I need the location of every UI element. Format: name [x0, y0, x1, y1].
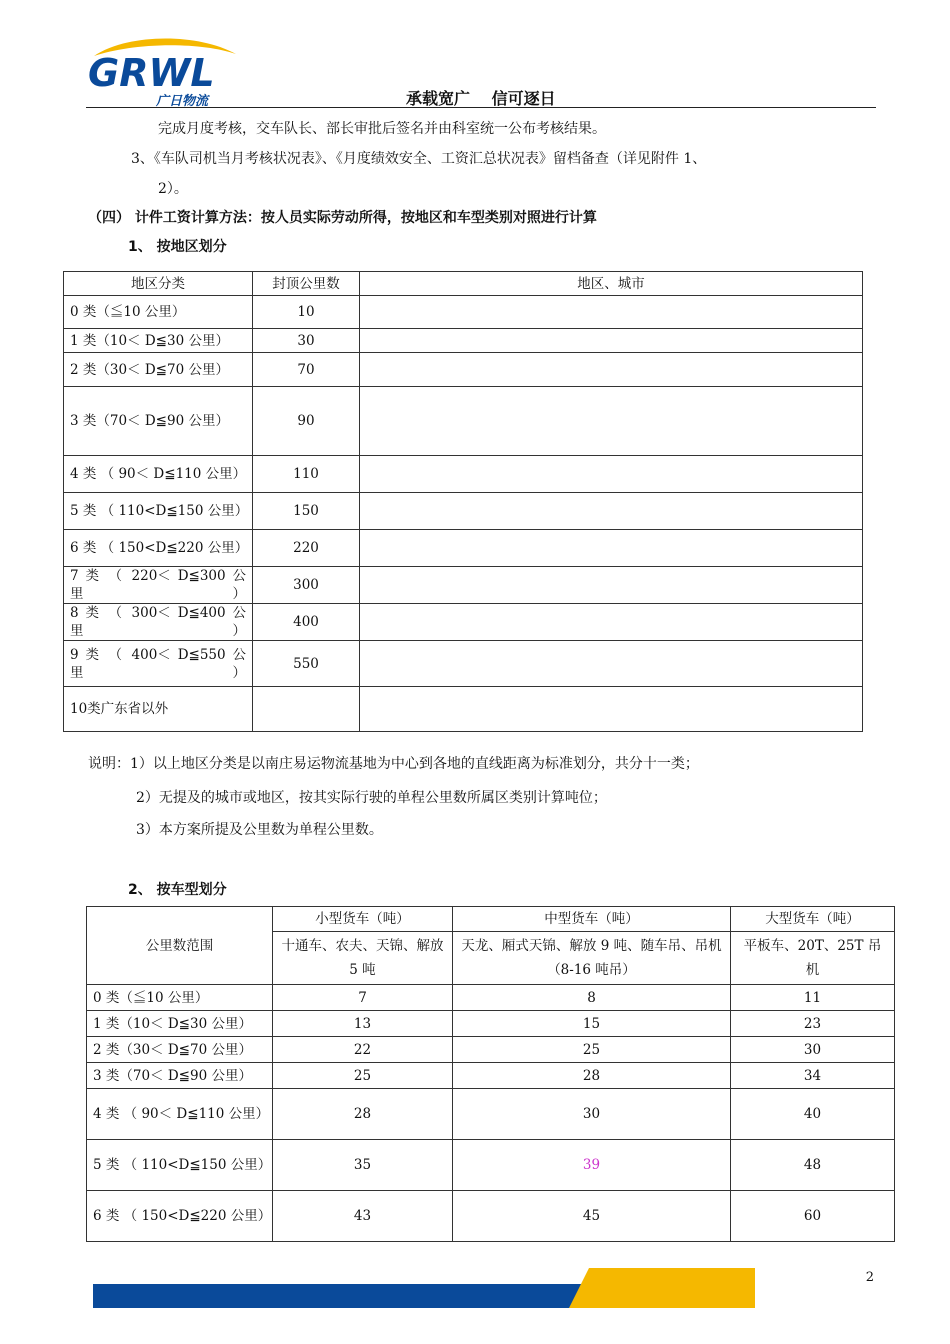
small-cell: 25 [273, 1063, 453, 1089]
city-cell [360, 329, 863, 353]
city-cell [360, 567, 863, 604]
category-text: 8 类 （ 300＜ D≦400 公里） [70, 605, 246, 639]
category-cell [64, 604, 253, 641]
category-cell: 3 类（70＜ D≦90 公里） [64, 387, 253, 456]
range-cell: 3 类（70＜ D≦90 公里） [87, 1063, 273, 1089]
km-cell: 110 [253, 456, 360, 493]
range-text: 5 类 （ 110<D≦150 公里） [93, 1157, 272, 1173]
category-text: 7 类 （ 220＜ D≦300 公里） [70, 568, 246, 602]
city-cell [360, 296, 863, 329]
table-header-row [87, 907, 895, 932]
large-truck-desc: 平板车、20T、25T 吊机 [731, 932, 895, 985]
medium-cell: 28 [453, 1063, 731, 1089]
table-row [87, 985, 895, 1011]
table-row [64, 493, 863, 530]
category-cell: 2 类（30＜ D≦70 公里） [64, 353, 253, 387]
km-cell: 220 [253, 530, 360, 567]
category-text: 6 类 （ 150<D≦220 公里） [70, 540, 249, 556]
range-cell: 2 类（30＜ D≦70 公里） [87, 1037, 273, 1063]
table-row [64, 641, 863, 687]
range-cell [87, 1140, 273, 1191]
medium-truck-desc: 天龙、厢式天锦、解放 9 吨、随车吊、吊机（8-16 吨吊） [453, 932, 731, 985]
city-cell [360, 353, 863, 387]
medium-cell: 30 [453, 1089, 731, 1140]
medium-cell-highlighted: 39 [453, 1140, 731, 1191]
note-2: 2）无提及的城市或地区，按其实际行驶的单程公里数所属区类别计算吨位； [136, 790, 607, 806]
header-cell: 地区、城市 [360, 272, 863, 296]
category-cell [64, 493, 253, 530]
header-motto: 承载宽广 信可逐日 [406, 89, 556, 108]
city-cell [360, 493, 863, 530]
category-text: 5 类 （ 110<D≦150 公里） [70, 503, 249, 519]
km-cell: 70 [253, 353, 360, 387]
category-cell [64, 641, 253, 687]
logo-text: GRWL [88, 51, 215, 95]
small-truck-header: 小型货车（吨） [273, 907, 453, 932]
km-cell [253, 687, 360, 732]
range-cell [87, 1089, 273, 1140]
large-cell: 30 [731, 1037, 895, 1063]
small-cell: 28 [273, 1089, 453, 1140]
city-cell [360, 387, 863, 456]
category-cell: 10类广东省以外 [64, 687, 253, 732]
vehicle-table [86, 906, 895, 1242]
table-row [64, 456, 863, 493]
footer-band [93, 1268, 755, 1308]
region-table [63, 271, 863, 732]
category-cell: 1 类（10＜ D≦30 公里） [64, 329, 253, 353]
km-cell: 10 [253, 296, 360, 329]
medium-truck-header: 中型货车（吨） [453, 907, 731, 932]
category-text: 9 类 （ 400＜ D≦550 公里） [70, 646, 246, 681]
range-text: 6 类 （ 150<D≦220 公里） [93, 1208, 272, 1224]
range-cell: 1 类（10＜ D≦30 公里） [87, 1011, 273, 1037]
km-cell: 300 [253, 567, 360, 604]
city-cell [360, 604, 863, 641]
range-cell: 0 类（≦10 公里） [87, 985, 273, 1011]
km-cell: 30 [253, 329, 360, 353]
section-heading-4: （四） 计件工资计算方法：按人员实际劳动所得，按地区和车型类别对照进行计算 [88, 210, 597, 226]
table-row [64, 387, 863, 456]
table-row [87, 1011, 895, 1037]
medium-cell: 25 [453, 1037, 731, 1063]
paragraph-line-3: 2）。 [158, 181, 188, 197]
city-cell [360, 641, 863, 687]
table-row [64, 296, 863, 329]
large-cell: 60 [731, 1191, 895, 1242]
km-cell: 90 [253, 387, 360, 456]
paragraph-line-1: 完成月度考核，交车队长、部长审批后签名并由科室统一公布考核结果。 [158, 121, 606, 137]
category-cell [64, 567, 253, 604]
footer-blue-stripe-icon [93, 1284, 603, 1308]
medium-cell: 8 [453, 985, 731, 1011]
large-cell: 23 [731, 1011, 895, 1037]
table-row [64, 530, 863, 567]
logo-subtitle: 广日物流 [156, 94, 209, 108]
page-number: 2 [865, 1270, 874, 1285]
table-row [87, 1037, 895, 1063]
small-cell: 22 [273, 1037, 453, 1063]
category-cell: 0 类（≦10 公里） [64, 296, 253, 329]
header-cell: 地区分类 [64, 272, 253, 296]
large-cell: 48 [731, 1140, 895, 1191]
range-cell [87, 1191, 273, 1242]
header-divider [86, 107, 876, 108]
note-3: 3）本方案所提及公里数为单程公里数。 [136, 822, 383, 838]
table-row [87, 1063, 895, 1089]
grwl-logo [86, 36, 246, 108]
range-header: 公里数范围 [87, 907, 273, 985]
table-row [64, 353, 863, 387]
medium-cell: 15 [453, 1011, 731, 1037]
subheading-by-region: 1、 按地区划分 [128, 239, 227, 255]
table-row [87, 1140, 895, 1191]
note-1: 说明：1）以上地区分类是以南庄易运物流基地为中心到各地的直线距离为标准划分，共分十一类； [88, 756, 699, 772]
table-row [87, 1089, 895, 1140]
table-row [64, 687, 863, 732]
table-row [64, 329, 863, 353]
large-cell: 40 [731, 1089, 895, 1140]
city-cell [360, 530, 863, 567]
table-header-row [64, 272, 863, 296]
range-text: 4 类 （ 90＜ D≦110 公里） [93, 1106, 270, 1122]
large-truck-header: 大型货车（吨） [731, 907, 895, 932]
category-cell [64, 530, 253, 567]
table-row [64, 604, 863, 641]
small-cell: 43 [273, 1191, 453, 1242]
city-cell [360, 456, 863, 493]
small-truck-desc: 十通车、农夫、天锦、解放 5 吨 [273, 932, 453, 985]
category-text: 4 类 （ 90＜ D≦110 公里） [70, 466, 247, 482]
table-row [87, 1191, 895, 1242]
footer-yellow-stripe-icon [569, 1268, 755, 1308]
km-cell: 150 [253, 493, 360, 530]
subheading-by-vehicle: 2、 按车型划分 [128, 882, 227, 898]
medium-cell: 45 [453, 1191, 731, 1242]
table-row [64, 567, 863, 604]
large-cell: 11 [731, 985, 895, 1011]
large-cell: 34 [731, 1063, 895, 1089]
category-cell [64, 456, 253, 493]
small-cell: 13 [273, 1011, 453, 1037]
paragraph-line-2: 3、《车队司机当月考核状况表》、《月度绩效安全、工资汇总状况表》留档备查（详见附件 1、 [131, 151, 707, 167]
header-cell: 封顶公里数 [253, 272, 360, 296]
km-cell: 550 [253, 641, 360, 687]
small-cell: 7 [273, 985, 453, 1011]
km-cell: 400 [253, 604, 360, 641]
small-cell: 35 [273, 1140, 453, 1191]
city-cell [360, 687, 863, 732]
